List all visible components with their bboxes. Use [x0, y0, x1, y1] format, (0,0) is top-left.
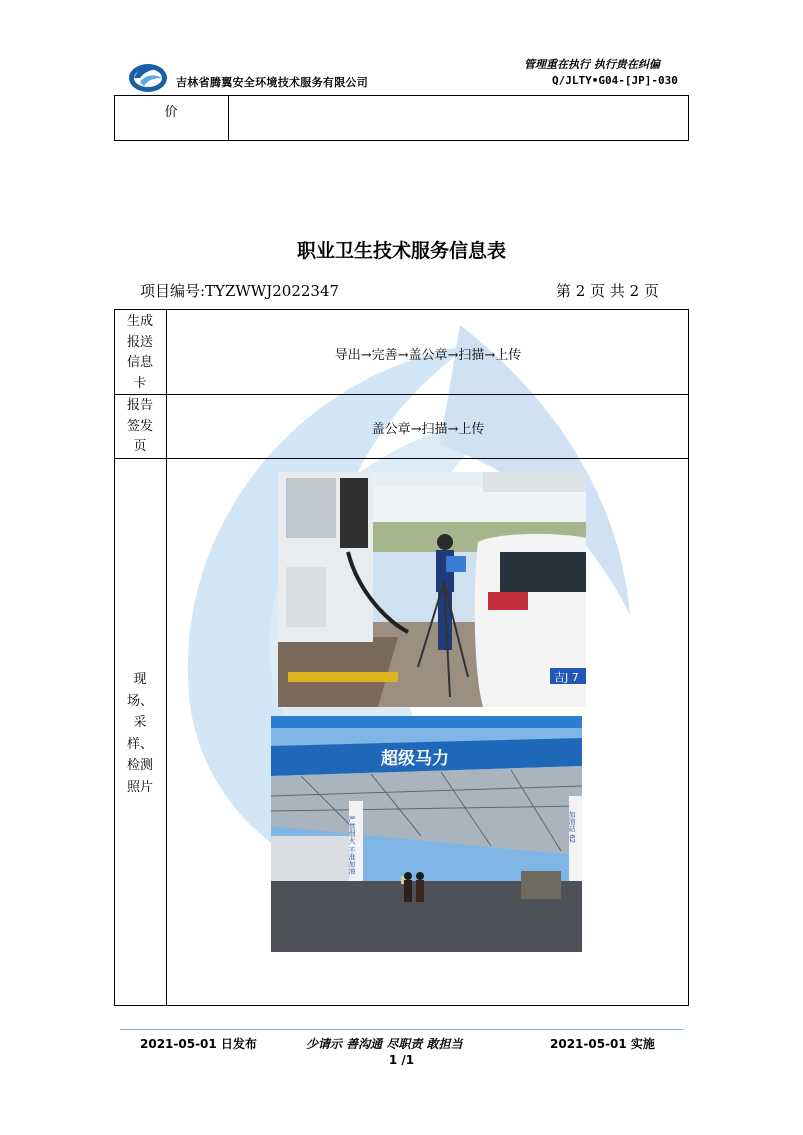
row-content-report-sign: 盖公章→扫描→上传	[371, 422, 485, 437]
row-label-site-photos	[114, 669, 166, 798]
row-divider	[114, 458, 689, 459]
row-label-line: 页	[133, 439, 147, 454]
row-label-line: 样、	[126, 736, 153, 752]
header-motto: 管理重在执行 执行贵在纠偏	[524, 58, 660, 71]
form-title: 职业卫生技术服务信息表	[296, 240, 506, 262]
row-label-line: 报送	[126, 334, 153, 350]
row-content-report-card: 导出→完善→盖公章→扫描→上传	[334, 348, 522, 363]
footer-slogan: 少请示 善沟通 尽职责 敢担当	[306, 1037, 463, 1051]
pillar-left-text: 严禁烟火 不准加油	[348, 816, 356, 875]
prev-table-divider	[228, 95, 229, 141]
row-label-line: 场、	[126, 693, 153, 709]
row-label-line: 采	[133, 715, 147, 730]
row-label-line: 生成	[126, 314, 153, 329]
sampling-photo	[278, 472, 586, 707]
prev-table-label: 价	[164, 105, 178, 120]
row-label-report-sign	[114, 396, 166, 458]
row-label-line: 现	[133, 672, 147, 687]
row-label-line: 卡	[133, 375, 147, 391]
row-label-line: 信息	[126, 355, 153, 370]
issue-date: 2021-05-01 日发布	[140, 1037, 257, 1051]
row-label-line: 签发	[126, 418, 153, 434]
row-label-report-card	[114, 312, 166, 394]
page-number: 1 /1	[388, 1053, 415, 1067]
row-label-line: 照片	[126, 779, 153, 795]
row-label-line: 检测	[126, 758, 153, 773]
pillar-right-text: 加油站 62	[568, 811, 576, 844]
canopy-sign-text: 超级马力	[381, 749, 449, 769]
document-code: Q/JLTY•G04-[JP]-030	[552, 74, 678, 87]
project-number: 项目编号:TYZWWJ2022347	[140, 282, 340, 300]
plate-text: 吉J 7	[554, 671, 579, 684]
label-column-divider	[166, 309, 167, 1006]
company-name: 吉林省腾翼安全环境技术服务有限公司	[176, 76, 369, 89]
row-label-line: 报告	[126, 398, 153, 413]
row-divider	[114, 394, 689, 395]
page-info: 第 2 页 共 2 页	[556, 282, 659, 300]
effective-date: 2021-05-01 实施	[550, 1037, 655, 1051]
company-logo	[128, 56, 168, 94]
station-photo	[271, 716, 582, 952]
footer-divider	[120, 1029, 683, 1030]
